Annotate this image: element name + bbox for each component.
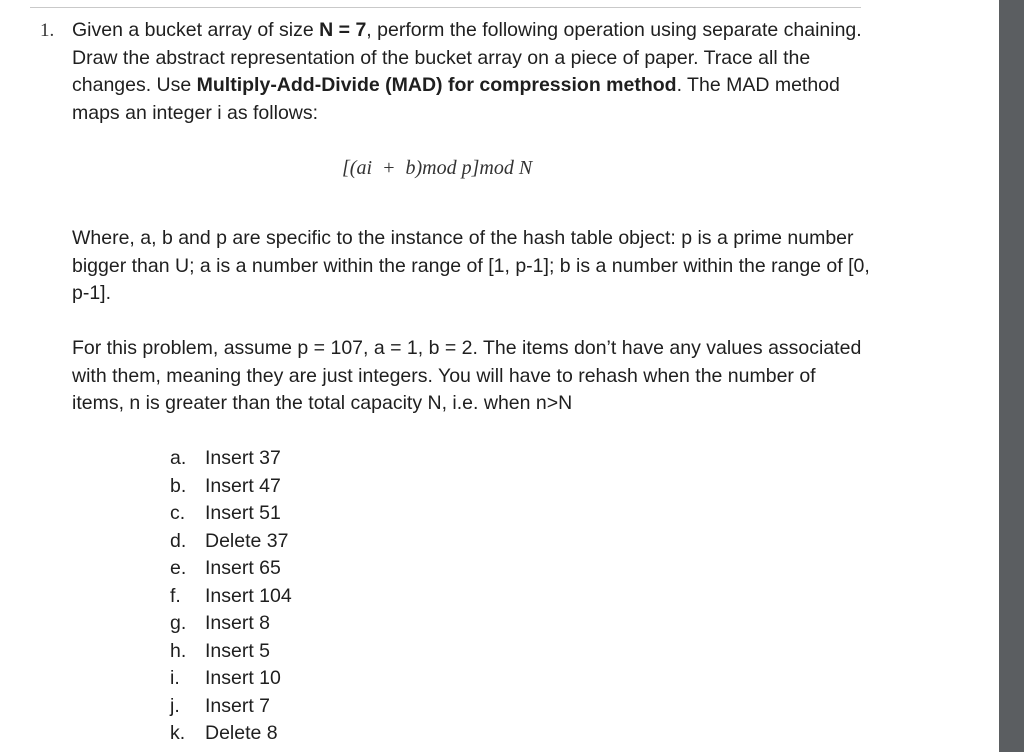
intro-text-1: Given a bucket array of size [72, 19, 320, 41]
list-item [170, 638, 292, 666]
intro-paragraph [72, 17, 872, 127]
item-letter: h. [170, 639, 187, 662]
item-text: Insert 8 [205, 612, 271, 634]
item-letter: f. [170, 584, 181, 607]
list-item [170, 528, 292, 556]
question-body [72, 17, 872, 127]
list-item [170, 555, 292, 583]
item-letter: b. [170, 474, 187, 497]
list-item [170, 473, 292, 501]
list-item [170, 583, 292, 611]
item-text: Insert 104 [205, 584, 292, 607]
list-item [170, 610, 292, 638]
window-side-bar [999, 0, 1024, 752]
item-text: Insert 7 [205, 694, 271, 717]
intro-text-3: . The MAD method maps an integer i as follows: [72, 74, 840, 124]
mad-formula: [(ai + b)mod p]mod N [342, 157, 533, 179]
intro-bold-n: N [319, 19, 334, 41]
item-text: Insert 65 [205, 557, 281, 579]
item-letter: e. [170, 557, 187, 579]
assume-paragraph: For this problem, assume p = 107, a = 1, b = 2. The items don’t have any values associated with them, meaning they are just integers. You will have to rehash when the number of items, n is greater than the total capacity N, i.e. when n>N [72, 337, 862, 414]
item-letter: j. [170, 694, 180, 717]
item-letter: a. [170, 447, 187, 469]
item-text: Insert 47 [205, 474, 281, 497]
operation-list [170, 445, 292, 748]
item-letter: c. [170, 502, 186, 524]
item-text: Delete 8 [205, 722, 278, 744]
item-text: Insert 5 [205, 639, 271, 662]
list-item [170, 500, 292, 528]
where-paragraph: Where, a, b and p are specific to the instance of the hash table object: p is a prime number bigger than U; a is a number within the range of [1, p-1]; b is a number within the range of [0, p-1]. [72, 227, 870, 304]
item-text: Insert 37 [205, 447, 281, 469]
item-letter: g. [170, 612, 187, 634]
item-text: Insert 10 [205, 667, 281, 689]
list-item [170, 665, 292, 693]
list-item [170, 720, 292, 748]
question-number: 1. [40, 20, 55, 41]
list-item [170, 445, 292, 473]
list-item [170, 693, 292, 721]
item-letter: i. [170, 667, 180, 689]
item-letter: k. [170, 722, 186, 744]
item-text: Insert 51 [205, 502, 281, 524]
intro-text-2: , perform the following operation using separate chaining. Draw the abstract representation of the bucket array on a piece of paper. Trace all the changes. Use [72, 19, 862, 96]
top-divider [30, 7, 861, 8]
item-text: Delete 37 [205, 529, 289, 552]
item-letter: d. [170, 529, 187, 552]
intro-bold-eq: = 7 [333, 19, 367, 41]
intro-bold-mad: Multiply-Add-Divide (MAD) for compression method [196, 74, 677, 96]
